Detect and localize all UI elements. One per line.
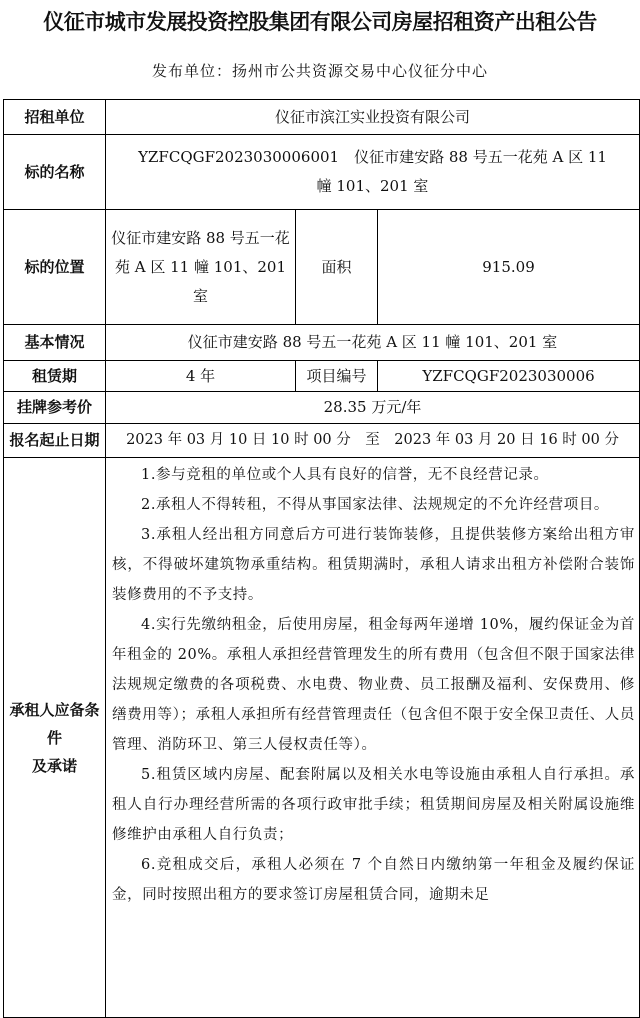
row-basic — [4, 325, 640, 361]
terms-item: 5.租赁区域内房屋、配套附属以及相关水电等设施由承租人自行承担。承租人自行办理经营所需的各项行政审批手续；租赁期间房屋及相关附属设施维修维护由承租人自行负责； — [112, 767, 636, 843]
terms-item: 1.参与竞租的单位或个人具有良好的信誉，无不良经营记录。 — [141, 467, 549, 483]
page-title: 仪征市城市发展投资控股集团有限公司房屋招租资产出租公告 — [43, 10, 597, 34]
label-dates: 报名起止日期 — [4, 424, 106, 458]
value-area: 915.09 — [378, 210, 640, 325]
value-dates: 2023 年 03 月 10 日 10 时 00 分 至 2023 年 03 月 20 日 16 时 00 分 — [106, 424, 640, 458]
label-name: 标的名称 — [4, 135, 106, 210]
lease-info-table — [3, 99, 640, 1018]
label-project: 项目编号 — [296, 361, 378, 392]
terms-content — [106, 458, 640, 1018]
label-terms-line2: 及承诺 — [31, 756, 77, 775]
label-unit: 招租单位 — [4, 100, 106, 135]
row-name — [4, 135, 640, 210]
value-price: 28.35 万元/年 — [106, 392, 640, 424]
label-area: 面积 — [296, 210, 378, 325]
publisher: 发布单位：扬州市公共资源交易中心仪征分中心 — [151, 62, 488, 80]
value-lease: 4 年 — [106, 361, 296, 392]
label-terms — [4, 458, 106, 1018]
value-basic: 仪征市建安路 88 号五一花苑 A 区 11 幢 101、201 室 — [106, 325, 640, 361]
row-price — [4, 392, 640, 424]
terms-item: 6.竞租成交后，承租人必须在 7 个自然日内缴纳第一年租金及履约保证金，同时按照出租方的要求签订房屋租赁合同，逾期未足 — [112, 857, 636, 903]
row-dates — [4, 424, 640, 458]
label-location: 标的位置 — [4, 210, 106, 325]
value-location: 仪征市建安路 88 号五一花苑 A 区 11 幢 101、201 室 — [106, 210, 296, 325]
label-terms-line1: 承租人应备条件 — [9, 700, 100, 747]
terms-item: 3.承租人经出租方同意后方可进行装饰装修，且提供装修方案给出租方审核，不得破坏建筑物承重结构。租赁期满时，承租人请求出租方补偿附合装饰装修费用的不予支持。 — [112, 527, 636, 603]
value-project: YZFCQGF2023030006 — [378, 361, 640, 392]
row-terms — [4, 458, 640, 1018]
label-lease: 租赁期 — [4, 361, 106, 392]
row-unit — [4, 100, 640, 135]
row-lease — [4, 361, 640, 392]
terms-item: 4.实行先缴纳租金，后使用房屋，租金每两年递增 10%，履约保证金为首年租金的 20%。承租人承担经营管理发生的所有费用（包含但不限于国家法律法规规定缴费的各项税费、水电费、物业费、员工报酬及福利、安保费用、修缮费用等）；承租人承担所有经营管理责任（包含但不限于安全保卫责任、人员管理、消防环卫、第三人侵权责任等）。 — [112, 617, 636, 753]
value-unit: 仪征市滨江实业投资有限公司 — [106, 100, 640, 135]
row-location — [4, 210, 640, 325]
label-basic: 基本情况 — [4, 325, 106, 361]
terms-item: 2.承租人不得转租，不得从事国家法律、法规规定的不允许经营项目。 — [141, 497, 610, 513]
value-name: YZFCQGF2023030006001 仪征市建安路 88 号五一花苑 A 区 11 幢 101、201 室 — [106, 135, 640, 210]
label-price: 挂牌参考价 — [4, 392, 106, 424]
